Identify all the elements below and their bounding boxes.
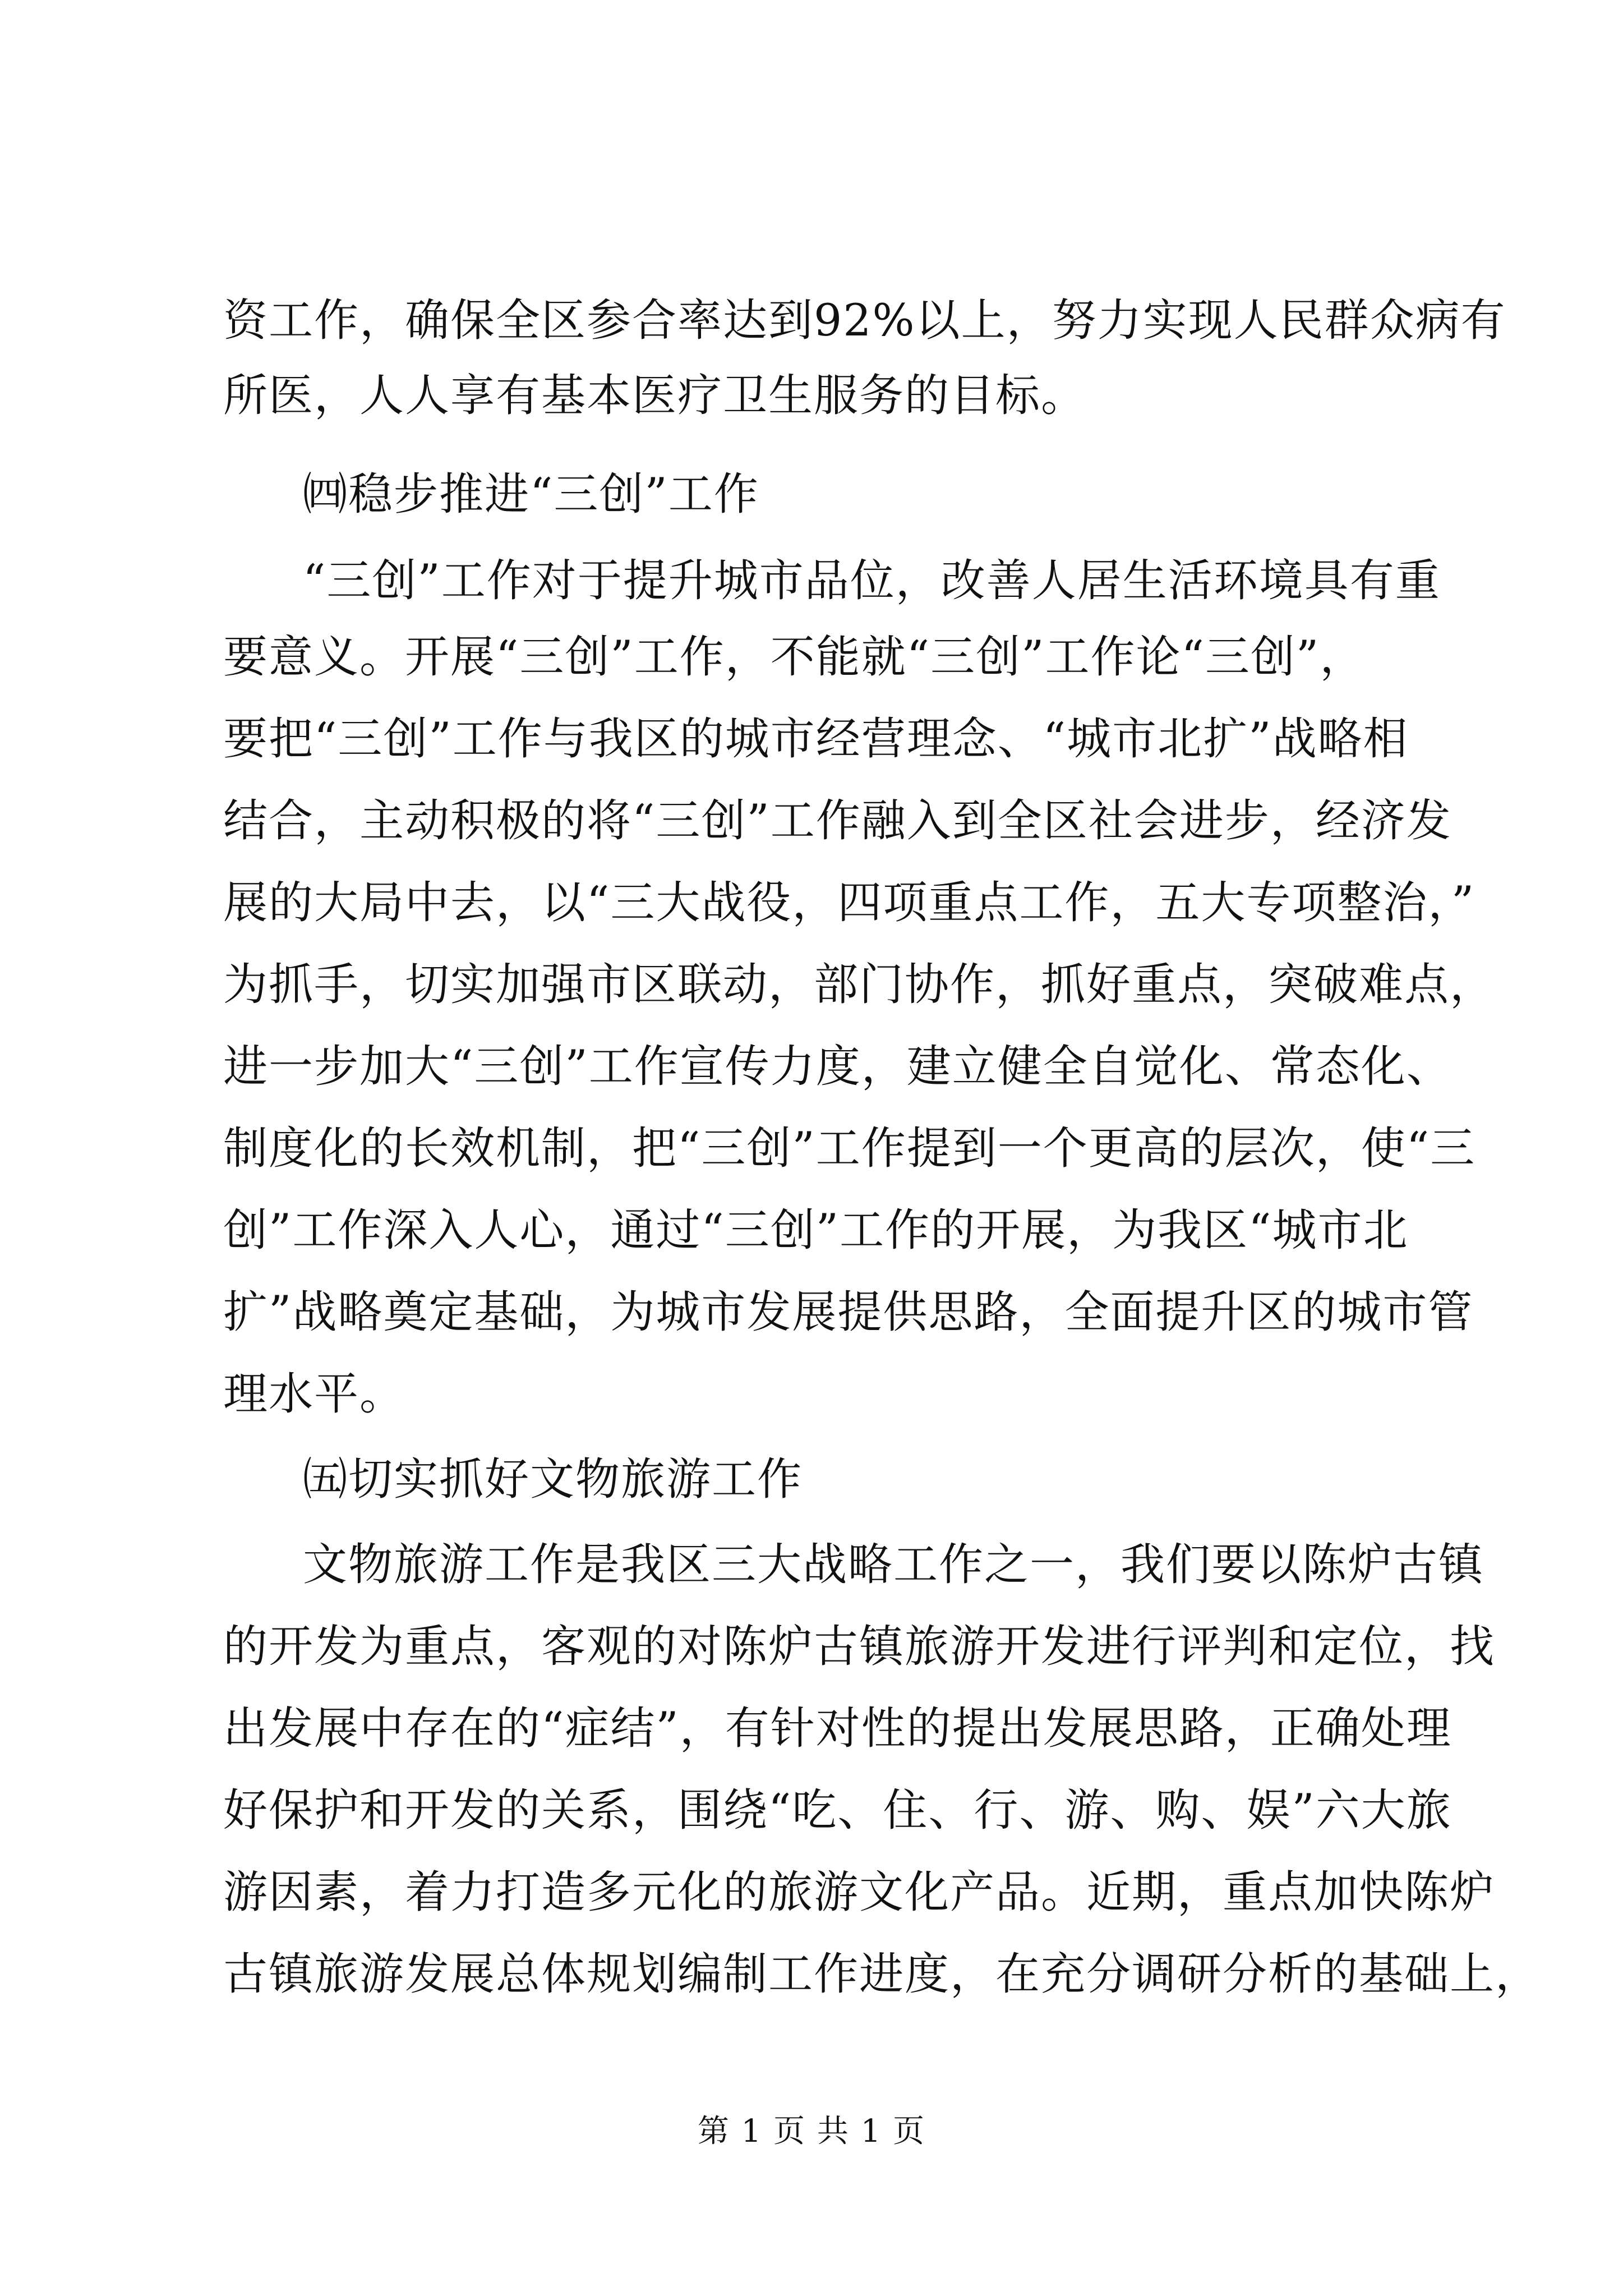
body-text-line: 的开发为重点，客观的对陈炉古镇旅游开发进行评判和定位，找: [223, 1621, 1495, 1672]
body-text-line: 结合，主动积极的将“三创”工作融入到全区社会进步，经济发: [223, 795, 1452, 846]
body-text-line: 展的大局中去，以“三大战役，四项重点工作，五大专项整治，”: [223, 877, 1476, 928]
body-text-line: 扩”战略奠定基础，为城市发展提供思路，全面提升区的城市管: [223, 1286, 1474, 1338]
body-text-line: 资工作，确保全区参合率达到92%以上，努力实现人民群众病有: [223, 295, 1506, 346]
body-text-line: 古镇旅游发展总体规划编制工作进度，在充分调研分析的基础上，: [223, 1948, 1541, 2000]
body-text-line: 进一步加大“三创”工作宣传力度，建立健全自觉化、常态化、: [223, 1041, 1452, 1092]
body-text-line: 要把“三创”工作与我区的城市经营理念、“城市北扩”战略相: [223, 713, 1409, 765]
body-text-line: 文物旅游工作是我区三大战略工作之一，我们要以陈炉古镇: [303, 1539, 1484, 1590]
section-heading: ㈤切实抓好文物旅游工作: [303, 1453, 803, 1505]
section-heading: ㈣稳步推进“三创”工作: [303, 468, 759, 520]
body-text-line: “三创”工作对于提升城市品位，改善人居生活环境具有重: [303, 555, 1441, 606]
body-text-line: 所医，人人享有基本医疗卫生服务的目标。: [223, 370, 1086, 421]
body-text-line: 好保护和开发的关系，围绕“吃、住、行、游、购、娱”六大旅: [223, 1784, 1452, 1836]
body-text-line: 出发展中存在的“症结”，有针对性的提出发展思路，正确处理: [223, 1703, 1452, 1754]
body-text-line: 为抓手，切实加强市区联动，部门协作，抓好重点，突破难点，: [223, 959, 1495, 1010]
page-number-footer: 第 1 页 共 1 页: [697, 2113, 926, 2150]
body-text-line: 理水平。: [223, 1368, 405, 1420]
body-text-line: 制度化的长效机制，把“三创”工作提到一个更高的层次，使“三: [223, 1122, 1476, 1174]
body-text-line: 游因素，着力打造多元化的旅游文化产品。近期，重点加快陈炉: [223, 1866, 1495, 1918]
body-text-line: 创”工作深入人心，通过“三创”工作的开展，为我区“城市北: [223, 1204, 1409, 1256]
body-text-line: 要意义。开展“三创”工作，不能就“三创”工作论“三创”，: [223, 631, 1366, 683]
